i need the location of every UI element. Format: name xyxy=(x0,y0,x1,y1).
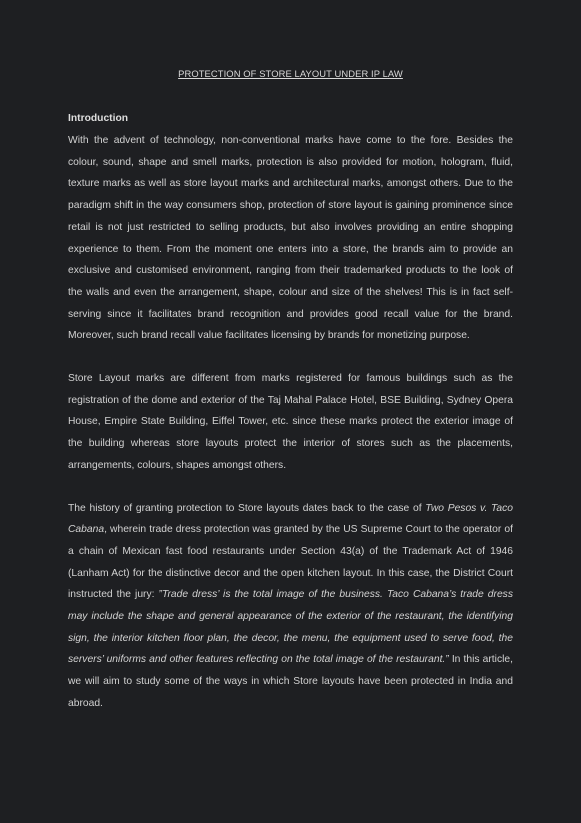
paragraph-store-layout-marks: Store Layout marks are different from marks registered for famous buildings such as the registration of the dome and exterior of the Taj Mahal Palace Hotel, BSE Building, Sydney Opera House, Empire State Building, Eiffel Tower, etc. since these marks protect the exterior image of the building whereas store layouts protect the interior of stores such as the placements, arrangements, colours, shapes amongst others. xyxy=(68,373,513,471)
paragraph-history xyxy=(68,498,513,715)
paragraph-history-text-2: , wherein trade dress protection was granted by the US Supreme Court to the operator of a chain of Mexican fast food restaurants under Section 43(a) of the Trademark Act of 1946 (Lanham Act) for the distinctive decor and the open kitchen layout. In this case, the District Court instructed the jury: xyxy=(68,524,513,601)
jury-instruction-quote: ”Trade dress’ is the total image of the business. Taco Cabana’s trade dress may include the shape and general appearance of the exterior of the restaurant, the identifying sign, the interior kitchen floor plan, the decor, the menu, the equipment used to serve food, the servers’ uniforms and other features reflecting on the total image of the restaurant.” xyxy=(68,589,513,666)
paragraph-intro: With the advent of technology, non-conventional marks have come to the fore. Besides the colour, sound, shape and smell marks, protection is also provided for motion, hologram, fluid, texture marks as well as store layout marks and architectural marks, amongst others. Due to the paradigm shift in the way consumers shop, protection of store layout is gaining prominence since retail is not just restricted to selling products, but also involves providing an entire shopping experience to them. From the moment one enters into a store, the brands aim to provide an exclusive and customised environment, ranging from their trademarked products to the look of the walls and even the arrangement, shape, colour and size of the shelves! This is in fact self-serving since it facilitates brand recognition and provides good recall value for the brand. Moreover, such brand recall value facilitates licensing by brands for monetizing purpose. xyxy=(68,135,513,342)
section-heading: Introduction xyxy=(68,113,129,124)
document-body xyxy=(68,110,513,715)
paragraph-history-text-3: In this article, we will aim to study some of the ways in which Store layouts have been protected in India and abroad. xyxy=(68,654,513,709)
case-name: Two Pesos v. Taco Cabana xyxy=(68,502,513,536)
document-title: PROTECTION OF STORE LAYOUT UNDER IP LAW xyxy=(178,68,403,79)
paragraph-history-text-1: The history of granting protection to Store layouts dates back to the case of xyxy=(68,502,426,514)
